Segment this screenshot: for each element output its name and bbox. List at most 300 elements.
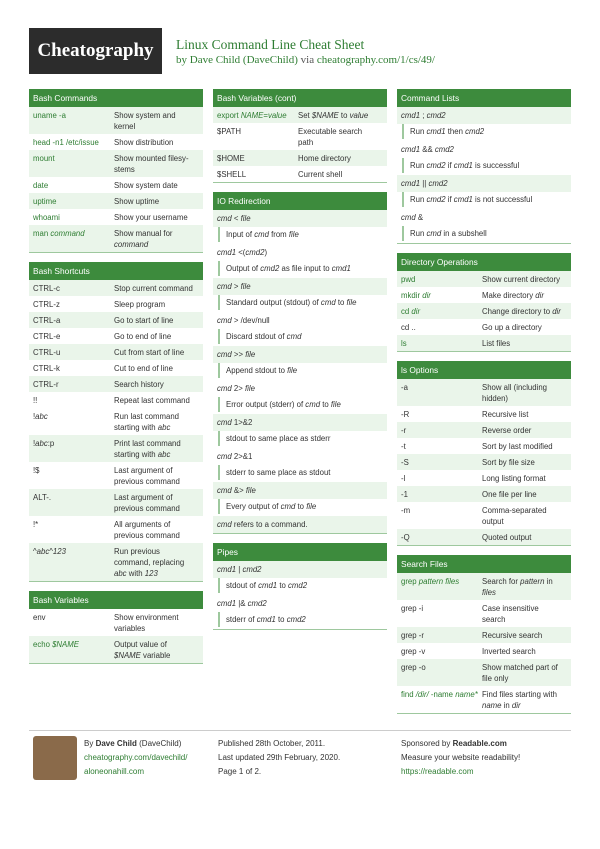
row-value: Recursive search (482, 630, 543, 640)
value-text: Search for (482, 576, 521, 586)
key-italic: pattern files (418, 576, 460, 586)
row-value: One file per line (482, 489, 537, 499)
key-text: ! (33, 438, 36, 448)
row-key: grep -o (401, 662, 426, 672)
table-row (29, 376, 203, 392)
row-key: CTRL-k (33, 363, 60, 373)
row-key: ls (401, 338, 407, 348)
row-value: Show your username (114, 212, 188, 222)
heading-text: >> (231, 350, 246, 359)
row-key (401, 576, 482, 598)
description-text: if (445, 195, 454, 204)
table-row (29, 296, 203, 312)
section-header: Directory Operations (397, 253, 571, 271)
heading-italic: cmd (217, 316, 232, 325)
row-value: Show distribution (114, 137, 174, 147)
row-key: -r (401, 425, 407, 435)
bash-shortcuts-section (29, 262, 203, 582)
row-key: $HOME (217, 153, 245, 163)
value-text: Run last command starting with (114, 411, 180, 432)
table-row (29, 408, 203, 435)
heading-italic: cmd2 (428, 179, 448, 188)
table-row (29, 225, 203, 252)
table-row (397, 470, 571, 486)
entry-heading (397, 107, 571, 124)
entry-description (218, 397, 384, 412)
row-key (33, 639, 114, 661)
description-text: to (295, 502, 307, 511)
heading-italic: cmd (217, 350, 232, 359)
heading-text: <( (236, 248, 246, 257)
table-row (397, 454, 571, 470)
heading-italic: cmd1 (401, 179, 421, 188)
row-key (33, 411, 114, 433)
entry-description (218, 363, 384, 378)
description-text: as file input to (279, 264, 332, 273)
table-row (397, 379, 571, 406)
entry-description: stderr to same place as stdout (218, 465, 384, 480)
row-value: Show all (including hidden) (482, 382, 548, 403)
row-value (114, 228, 199, 250)
value-text: Run previous command, replacing (114, 546, 185, 567)
row-value (114, 546, 199, 579)
table-row (29, 543, 203, 581)
entry-heading (213, 482, 387, 499)
section-header: Pipes (213, 543, 387, 561)
description-text: to (335, 298, 347, 307)
table-row (29, 177, 203, 193)
value-italic: abc (114, 568, 127, 578)
key-italic: command (50, 228, 85, 238)
table-row (397, 406, 571, 422)
description-italic: cmd (305, 400, 321, 409)
key-text: echo (33, 639, 53, 649)
table-row (397, 271, 571, 287)
sponsor-line (401, 737, 520, 751)
table-row (397, 287, 571, 303)
description-italic: cmd2 (465, 127, 485, 136)
row-value (482, 306, 567, 317)
key-italic: abc (35, 411, 48, 421)
heading-italic: file (245, 350, 256, 359)
key-italic: abc (36, 546, 50, 556)
value-italic: abc (157, 422, 171, 432)
heading-italic: cmd1 (217, 599, 237, 608)
description-text: Every output of (226, 502, 281, 511)
row-value: Recursive list (482, 409, 529, 419)
row-key: -Q (401, 532, 410, 542)
heading-text: | (236, 565, 243, 574)
heading-italic: cmd1 (401, 111, 421, 120)
heading-text: && (420, 145, 435, 154)
sheet-url-link[interactable]: cheatography.com/1/cs/49/ (316, 54, 435, 66)
heading-italic: cmd2 (426, 111, 446, 120)
row-value: Last argument of previous command (114, 465, 180, 486)
description-italic: cmd1 (453, 161, 473, 170)
description-text: Run (410, 229, 427, 238)
heading-italic: file (240, 214, 251, 223)
value-italic: files (482, 587, 496, 597)
description-text: if (445, 161, 454, 170)
key-italic: /dir/ (415, 689, 429, 699)
table-row (213, 166, 387, 182)
description-text: Standard output (stdout) of (226, 298, 321, 307)
row-value (482, 689, 567, 711)
entry-description (218, 295, 384, 310)
key-italic: NAME (240, 110, 264, 120)
description-text: Discard stdout of (226, 332, 287, 341)
row-key: -1 (401, 489, 408, 499)
entry-description (402, 192, 568, 207)
heading-italic: cmd1 (401, 145, 421, 154)
row-key: grep -v (401, 646, 426, 656)
key-text: -name (428, 689, 456, 699)
description-italic: cmd1 (258, 581, 278, 590)
row-key: CTRL-e (33, 331, 61, 341)
row-value: Reverse order (482, 425, 532, 435)
value-text: to (338, 110, 350, 120)
entry-heading (397, 175, 571, 192)
heading-italic: cmd (217, 384, 232, 393)
entry-heading (213, 312, 387, 329)
byline-prefix: by (176, 54, 190, 66)
row-value: Home directory (298, 153, 351, 163)
footer-dates (218, 737, 340, 779)
row-key: CTRL-z (33, 299, 60, 309)
heading-text: ) (264, 248, 268, 257)
row-key: grep -r (401, 630, 424, 640)
row-value: Cut from start of line (114, 347, 185, 357)
row-value: Quoted output (482, 532, 532, 542)
value-italic: dir (535, 290, 544, 300)
description-text: from (268, 230, 289, 239)
heading-italic: file (240, 282, 251, 291)
section-header: Bash Commands (29, 89, 203, 107)
heading-text: ; (420, 111, 427, 120)
row-key: grep -i (401, 603, 424, 613)
entry-heading (397, 141, 571, 158)
heading-italic: cmd (217, 282, 232, 291)
search-files-section (397, 555, 571, 714)
column-1 (29, 89, 203, 673)
bash-shortcuts-rows (29, 280, 203, 408)
table-row (29, 516, 203, 543)
value-italic: $NAME (311, 110, 339, 120)
footer-sponsor (401, 737, 520, 779)
key-italic: value (267, 110, 287, 120)
row-value (298, 110, 383, 121)
row-value: Cut to end of line (114, 363, 173, 373)
value-text: with (126, 568, 145, 578)
table-row (29, 344, 203, 360)
description-italic: cmd2 (286, 615, 306, 624)
heading-text: 2> (231, 384, 245, 393)
table-row (397, 422, 571, 438)
value-italic: 123 (144, 568, 158, 578)
value-text: Output value of (114, 639, 167, 649)
heading-italic: cmd2 (242, 565, 262, 574)
entry-heading (213, 346, 387, 363)
heading-italic: cmd (217, 452, 232, 461)
entry-description (218, 499, 384, 514)
key-text: man (33, 228, 51, 238)
value-text: Print last command starting with (114, 438, 181, 459)
row-value (114, 411, 199, 433)
row-value: Go to end of line (114, 331, 172, 341)
entry-description (218, 612, 384, 627)
description-text: Run (410, 195, 427, 204)
key-italic: 123 (52, 546, 66, 556)
heading-italic: cmd1 (217, 565, 237, 574)
value-text: Change directory to (482, 306, 553, 316)
heading-italic: cmd (217, 214, 232, 223)
description-italic: cmd1 (426, 127, 446, 136)
row-key: ALT-. (33, 492, 52, 502)
author-handle: (DaveChild) (136, 739, 182, 748)
entry-heading (213, 380, 387, 397)
heading-text: & (415, 213, 424, 222)
row-value: Search history (114, 379, 164, 389)
value-italic: pattern (520, 576, 545, 586)
cheatography-logo[interactable]: Cheatography (29, 28, 162, 74)
heading-italic: cmd2 (245, 248, 265, 257)
description-text: Run (410, 161, 427, 170)
row-key: !$ (33, 465, 40, 475)
row-value (482, 290, 567, 301)
description-text: to (275, 615, 287, 624)
description-italic: cmd2 (426, 161, 446, 170)
row-key (217, 110, 298, 121)
description-italic: file (287, 366, 298, 375)
heading-italic: cmd2 (247, 599, 267, 608)
key-text: grep (401, 576, 419, 586)
table-row (29, 462, 203, 489)
description-text: then (445, 127, 466, 136)
row-value: Show matched part of file only (482, 662, 558, 683)
sponsor-tagline: Measure your website readability! (401, 753, 521, 762)
row-key: -a (401, 382, 408, 392)
description-italic: cmd2 (288, 581, 308, 590)
sponsor-link[interactable]: https://readable.com (401, 767, 474, 776)
byline-via: via (297, 54, 317, 66)
row-key: env (33, 612, 46, 622)
row-value: Last argument of previous command (114, 492, 180, 513)
description-italic: cmd1 (331, 264, 351, 273)
table-row (29, 609, 203, 636)
key-text: :p (47, 438, 55, 448)
entry-heading (397, 209, 571, 226)
command-lists-section (397, 89, 571, 244)
entry-heading (213, 561, 387, 578)
row-key: -l (401, 473, 406, 483)
entry-description (218, 578, 384, 593)
entry-description (402, 226, 568, 241)
row-key: date (33, 180, 49, 190)
row-key: $PATH (217, 126, 241, 136)
table-row (29, 134, 203, 150)
entry-heading (213, 278, 387, 295)
entry-description (218, 261, 384, 276)
key-text: mkdir (401, 290, 423, 300)
description-text: Append stdout to (226, 366, 288, 375)
table-row (29, 107, 203, 134)
table-row (29, 312, 203, 328)
row-key: whoami (33, 212, 60, 222)
heading-italic: cmd (217, 418, 232, 427)
bash-commands-section (29, 89, 203, 253)
table-row (397, 529, 571, 545)
io-redirection-section (213, 192, 387, 534)
heading-text: || (420, 179, 429, 188)
table-row (397, 659, 571, 686)
description-text: Input of (226, 230, 255, 239)
value-text: in (501, 700, 512, 710)
search-files-rows (397, 600, 571, 686)
heading-text: > /dev/null (231, 316, 270, 325)
directory-operations-section (397, 253, 571, 352)
author-by: By (84, 739, 96, 748)
row-value: Show mounted filesy-stems (114, 153, 189, 174)
description-italic: cmd1 (256, 615, 276, 624)
row-value: Stop current command (114, 283, 193, 293)
row-value: Long listing format (482, 473, 546, 483)
row-key: CTRL-u (33, 347, 61, 357)
row-key: -t (401, 441, 406, 451)
section-header: IO Redirection (213, 192, 387, 210)
entry-heading (213, 595, 387, 612)
description-italic: cmd (254, 230, 269, 239)
ls-options-rows (397, 379, 571, 545)
table-row (397, 486, 571, 502)
value-italic: dir (552, 306, 561, 316)
row-key: uname -a (33, 110, 66, 120)
row-value (114, 639, 199, 661)
entry-heading (213, 244, 387, 261)
table-row (29, 392, 203, 408)
page-number: Page 1 of 2. (218, 767, 262, 776)
description-text: Error output (stderr) of (226, 400, 306, 409)
row-key: mount (33, 153, 55, 163)
entry-description (402, 124, 568, 139)
table-row (397, 643, 571, 659)
sponsor-name: Readable.com (452, 739, 507, 748)
description-italic: cmd2 (426, 195, 446, 204)
description-text: is not successful (472, 195, 533, 204)
row-value: List files (482, 338, 511, 348)
row-value: Repeat last command (114, 395, 190, 405)
key-italic: name* (455, 689, 478, 699)
table-row (397, 686, 571, 713)
table-row (29, 360, 203, 376)
description-italic: cmd (320, 298, 336, 307)
note-italic: cmd (217, 520, 232, 529)
section-header: Bash Variables (29, 591, 203, 609)
key-italic: $NAME (52, 639, 79, 649)
heading-italic: cmd (401, 213, 416, 222)
entry-description: stdout to same place as stderr (218, 431, 384, 446)
entry-description (218, 329, 384, 344)
row-key (401, 306, 482, 317)
author-profile-link[interactable]: cheatography.com/davechild/ (84, 753, 188, 762)
entry-heading (213, 414, 387, 431)
entry-heading (213, 448, 387, 465)
row-key: pwd (401, 274, 416, 284)
value-italic: name (482, 700, 502, 710)
table-row (29, 636, 203, 663)
row-value: Show system date (114, 180, 178, 190)
byline (176, 54, 435, 66)
row-value: Executable search path (298, 126, 363, 147)
author-website-link[interactable]: aloneonahill.com (84, 767, 145, 776)
section-header: Search Files (397, 555, 571, 573)
description-italic: file (346, 298, 357, 307)
table-row (397, 319, 571, 335)
row-key: head -n1 /etc/issue (33, 137, 99, 147)
table-row (29, 209, 203, 225)
table-row (213, 107, 387, 123)
sponsor-prefix: Sponsored by (401, 739, 453, 748)
bash-variables-cont-rows (213, 123, 387, 182)
footer-divider (29, 730, 571, 731)
key-text: ^ (33, 546, 37, 556)
author-line (84, 737, 187, 751)
value-italic: $NAME (114, 650, 141, 660)
table-row (397, 600, 571, 627)
value-italic: command (114, 239, 149, 249)
column-2 (213, 89, 387, 639)
description-italic: cmd (286, 332, 302, 341)
description-italic: cmd (426, 229, 442, 238)
value-text: Make directory (482, 290, 536, 300)
row-value: Go to start of line (114, 315, 174, 325)
updated-date: Last updated 29th February, 2020. (218, 753, 341, 762)
key-text: find (401, 689, 416, 699)
row-value: All arguments of previous command (114, 519, 180, 540)
key-italic: dir (422, 290, 431, 300)
table-row (29, 193, 203, 209)
bash-commands-rows (29, 107, 203, 225)
row-value: Comma-separated output (482, 505, 547, 526)
row-key: -m (401, 505, 411, 515)
description-italic: cmd1 (453, 195, 473, 204)
value-text: Set (298, 110, 312, 120)
column-3 (397, 89, 571, 723)
description-italic: file (330, 400, 341, 409)
row-key: CTRL-a (33, 315, 61, 325)
bash-variables-cont-section (213, 89, 387, 183)
description-text: Run (410, 127, 427, 136)
row-key: -R (401, 409, 410, 419)
heading-text: |& (236, 599, 248, 608)
heading-text: 1>&2 (231, 418, 253, 427)
table-row (397, 573, 571, 600)
author-link[interactable]: Dave Child (DaveChild) (189, 54, 298, 66)
value-text: variable (140, 650, 171, 660)
row-value: Inverted search (482, 646, 536, 656)
description-text: to (320, 400, 331, 409)
value-italic: abc (157, 449, 171, 459)
description-text: stderr of (226, 615, 257, 624)
bash-variables-section (29, 591, 203, 664)
key-text: ^ (49, 546, 53, 556)
entry-description (218, 227, 384, 242)
row-value: Show system and kernel (114, 110, 176, 131)
heading-text: > (231, 282, 241, 291)
description-text: to (277, 581, 288, 590)
published-date: Published 28th October, 2011. (218, 739, 326, 748)
key-text: ! (33, 411, 36, 421)
table-row (213, 150, 387, 166)
